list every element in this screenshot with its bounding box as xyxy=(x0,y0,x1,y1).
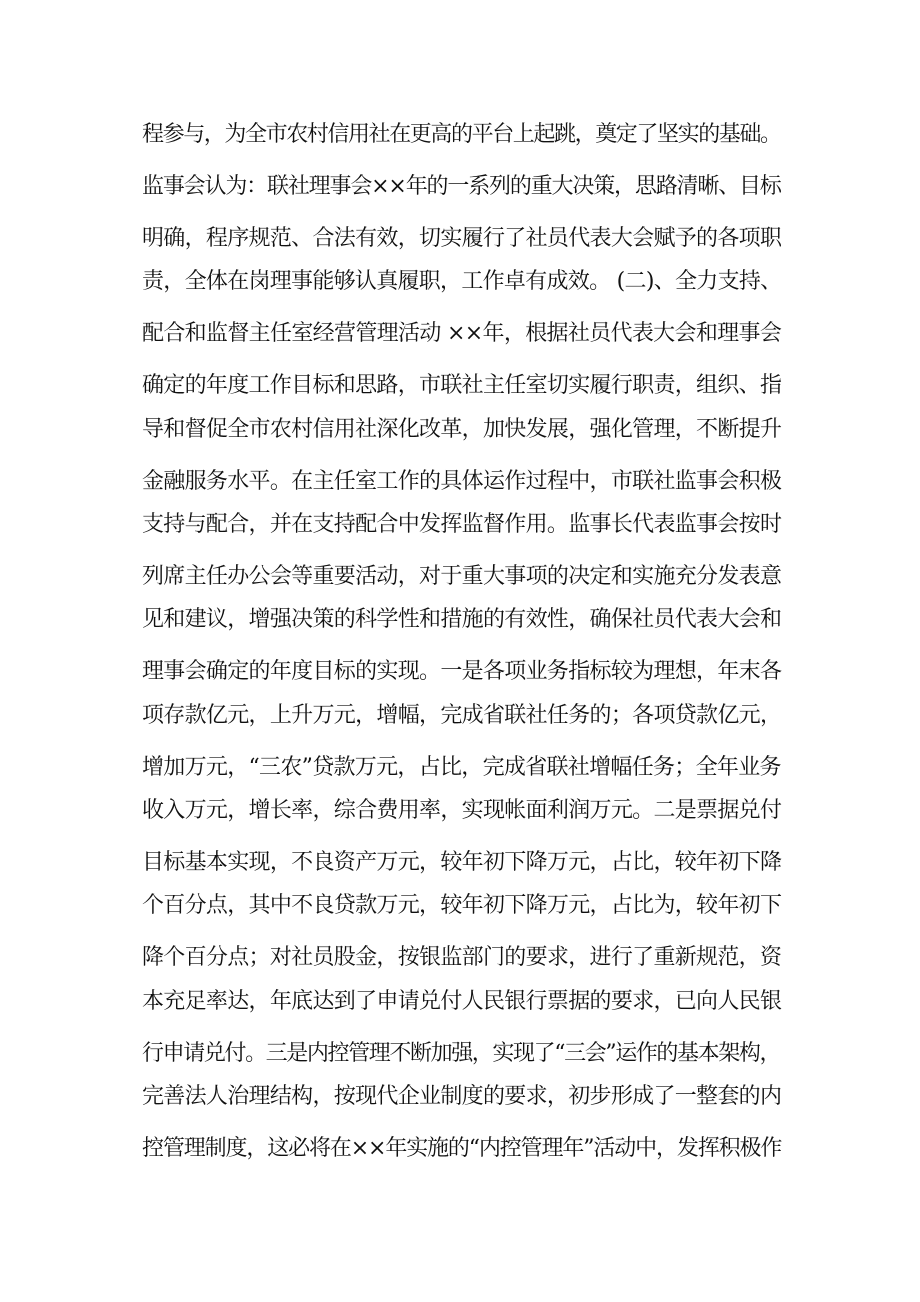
text-line: 个百分点，其中不良贷款万元，较年初下降万元，占比为，较年初下 xyxy=(142,893,782,918)
text-line: 监事会认为：联社理事会××年的一系列的重大决策，思路清晰、目标 xyxy=(142,174,781,199)
text-line: 完善法人治理结构，按现代企业制度的要求，初步形成了一整套的内 xyxy=(142,1084,782,1109)
text-line: 配合和监督主任室经营管理活动 ××年，根据社员代表大会和理事会 xyxy=(142,321,782,346)
text-line: 增加万元，“三农”贷款万元，占比，完成省联社增幅任务；全年业务 xyxy=(142,755,781,780)
text-line: 项存款亿元，上升万元，增幅，完成省联社任务的；各项贷款亿元， xyxy=(142,703,782,728)
text-line: 确定的年度工作目标和思路，市联社主任室切实履行职责，组织、指 xyxy=(142,373,782,398)
text-line: 控管理制度，这必将在××年实施的“内控管理年”活动中，发挥积极作 xyxy=(142,1136,782,1161)
text-line: 收入万元，增长率，综合费用率，实现帐面利润万元。二是票据兑付 xyxy=(142,798,782,823)
text-line: 目标基本实现，不良资产万元，较年初下降万元，占比，较年初下降 xyxy=(142,850,782,875)
text-line: 明确，程序规范、合法有效，切实履行了社员代表大会赋予的各项职 xyxy=(142,226,782,251)
text-line: 支持与配合，并在支持配合中发挥监督作用。监事长代表监事会按时 xyxy=(142,512,782,537)
text-line: 行申请兑付。三是内控管理不断加强，实现了“三会”运作的基本架构， xyxy=(142,1041,781,1066)
text-line: 列席主任办公会等重要活动，对于重大事项的决定和实施充分发表意 xyxy=(142,564,782,589)
text-line: 理事会确定的年度目标的实现。一是各项业务指标较为理想，年末各 xyxy=(142,659,782,684)
text-line: 金融服务水平。在主任室工作的具体运作过程中，市联社监事会积极 xyxy=(142,469,782,494)
text-line: 本充足率达，年底达到了申请兑付人民银行票据的要求，已向人民银 xyxy=(142,989,782,1014)
text-line: 降个百分点；对社员股金，按银监部门的要求，进行了重新规范，资 xyxy=(142,945,782,970)
text-line: 程参与，为全市农村信用社在更高的平台上起跳，奠定了坚实的基础。 xyxy=(142,122,781,147)
text-line: 责，全体在岗理事能够认真履职，工作卓有成效。 (二)、全力支持、 xyxy=(142,269,782,294)
text-line: 导和督促全市农村信用社深化改革，加快发展，强化管理，不断提升 xyxy=(142,417,782,442)
text-line: 见和建议，增强决策的科学性和措施的有效性，确保社员代表大会和 xyxy=(142,607,782,632)
